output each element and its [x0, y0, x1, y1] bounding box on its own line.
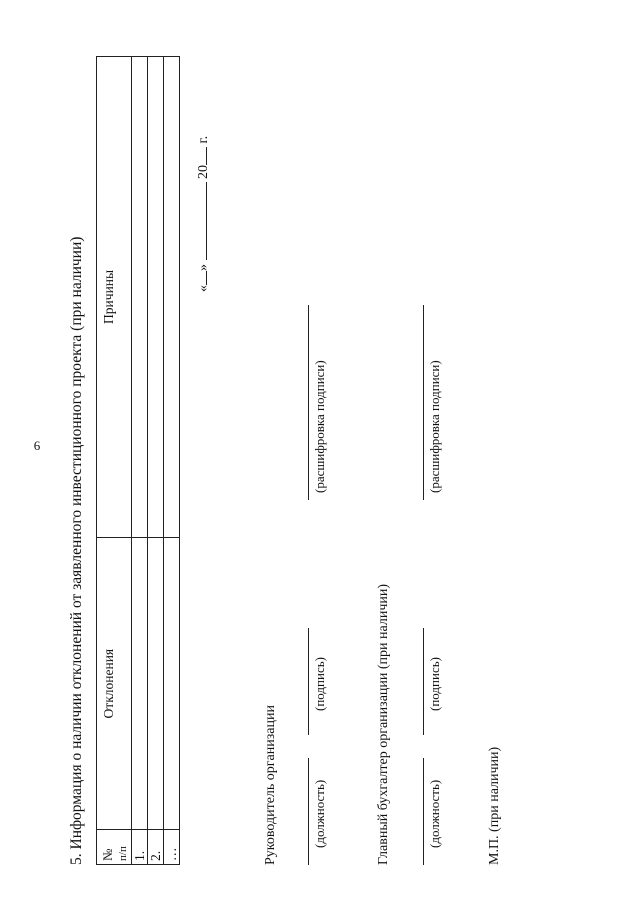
- head-signature-line: [308, 628, 309, 735]
- header-reasons: Причины: [97, 57, 132, 538]
- stamp-label: М.П. (при наличии): [487, 746, 502, 865]
- day-blank: [192, 271, 207, 285]
- accountant-signature-line: [423, 628, 424, 735]
- date-line: «» 20 г.: [192, 136, 212, 292]
- row-number: 2.: [148, 830, 164, 865]
- row-number: …: [164, 830, 180, 865]
- deviations-table: [96, 56, 180, 865]
- table-header-row: [97, 57, 132, 865]
- document-sheet: [60, 105, 560, 865]
- row-reason: [148, 57, 164, 538]
- accountant-decoding-caption: (расшифровка подписи): [427, 360, 442, 493]
- head-position-caption: (должность): [312, 779, 327, 848]
- row-deviation: [132, 537, 148, 830]
- table-row: [164, 57, 180, 865]
- table-row: [132, 57, 148, 865]
- month-blank: [192, 183, 207, 261]
- section-title: 5. Информация о наличии отклонений от заявленного инвестиционного проекта (при наличии): [68, 236, 85, 865]
- accountant-title: Главный бухгалтер организации (при наличии): [376, 583, 391, 865]
- table-row: [148, 57, 164, 865]
- row-reason: [132, 57, 148, 538]
- head-decoding-line: [308, 305, 309, 500]
- accountant-decoding-line: [423, 305, 424, 500]
- header-number: № п/п: [97, 830, 132, 865]
- row-deviation: [164, 537, 180, 830]
- accountant-position-caption: (должность): [427, 779, 442, 848]
- head-title: Руководитель организации: [263, 705, 278, 865]
- head-decoding-caption: (расшифровка подписи): [312, 360, 327, 493]
- row-reason: [164, 57, 180, 538]
- year-blank: [192, 147, 207, 165]
- accountant-position-line: [423, 758, 424, 865]
- row-number: 1.: [132, 830, 148, 865]
- head-signature-caption: (подпись): [312, 657, 327, 711]
- row-deviation: [148, 537, 164, 830]
- head-position-line: [308, 758, 309, 865]
- header-deviations: Отклонения: [97, 537, 132, 830]
- page-number: 6: [33, 438, 41, 453]
- accountant-signature-caption: (подпись): [427, 657, 442, 711]
